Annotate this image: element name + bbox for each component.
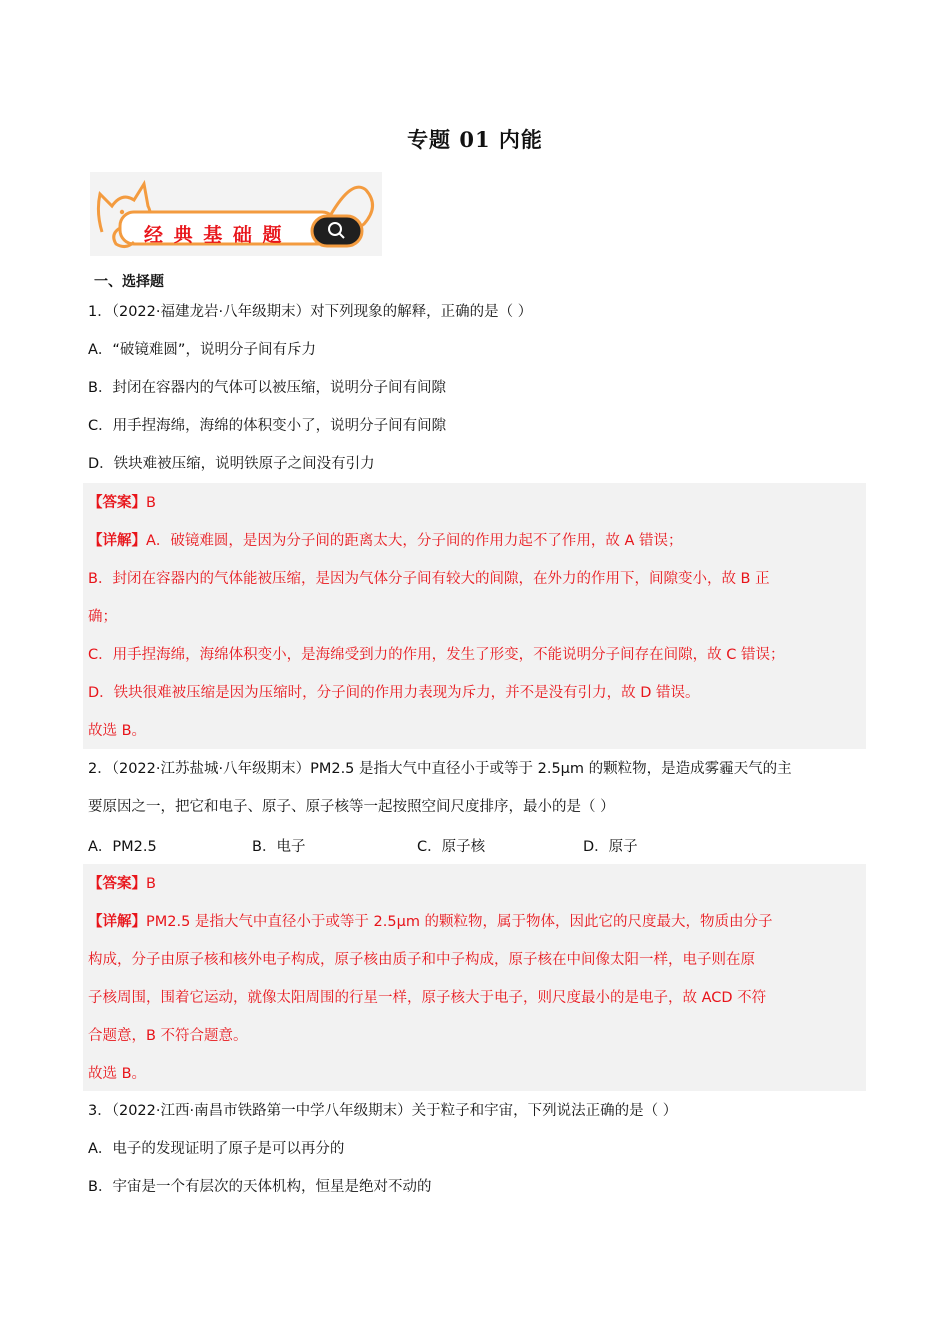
detail-tag: 【详解】: [88, 914, 146, 930]
q1-detail-3: 确；: [88, 609, 117, 625]
q2-option-b: B．电子: [252, 839, 306, 855]
q2-stem-1: 2．（2022·江苏盐城·八年级期末）PM2.5 是指大气中直径小于或等于 2.5μm 的颗粒物，是造成雾霾天气的主: [88, 761, 792, 777]
q2-detail-3: 子核周围，围着它运动，就像太阳周围的行星一样，原子核大于电子，则尺度最小的是电子，故 ACD 不符: [88, 990, 767, 1006]
q3-option-b: B．宇宙是一个有层次的天体机构，恒星是绝对不动的: [88, 1179, 432, 1195]
q1-detail-5: D．铁块很难被压缩是因为压缩时，分子间的作用力表现为斥力，并不是没有引力，故 D 错误。: [88, 685, 700, 701]
banner-label: 经 典 基 础 题: [144, 224, 284, 246]
q1-detail-4: C．用手捏海绵，海绵体积变小，是海绵受到力的作用，发生了形变，不能说明分子间存在间隙，故 C 错误；: [88, 647, 785, 663]
q2-option-c: C．原子核: [417, 839, 486, 855]
q2-option-a: A．PM2.5: [88, 839, 157, 855]
detail-tag: 【详解】: [88, 533, 146, 549]
page-title: 专题 01 内能: [407, 127, 543, 152]
detail-text: A．破镜难圆，是因为分子间的距离太大，分子间的作用力起不了作用，故 A 错误；: [146, 533, 683, 549]
q1-stem: 1．（2022·福建龙岩·八年级期末）对下列现象的解释，正确的是（ ）: [88, 304, 533, 320]
detail-text: PM2.5 是指大气中直径小于或等于 2.5μm 的颗粒物，属于物体，因此它的尺度最大，物质由分子: [146, 914, 773, 930]
q2-detail-1: [88, 912, 773, 932]
answer-value: B: [146, 495, 156, 511]
q3-option-a: A．电子的发现证明了原子是可以再分的: [88, 1141, 345, 1157]
section-banner: [90, 172, 382, 256]
q1-choose: 故选 B。: [88, 723, 147, 739]
q2-detail-2: 构成，分子由原子核和核外电子构成，原子核由质子和中子构成，原子核在中间像太阳一样，电子则在原: [88, 952, 755, 968]
q2-option-d: D．原子: [583, 839, 638, 855]
section-heading: 一、选择题: [94, 274, 164, 290]
q1-detail-2: B．封闭在容器内的气体能被压缩，是因为气体分子间有较大的间隙，在外力的作用下，间隙变小，故 B 正: [88, 571, 770, 587]
search-icon-button: [312, 216, 362, 246]
q3-stem: 3．（2022·江西·南昌市铁路第一中学八年级期末）关于粒子和宇宙，下列说法正确的是（ ）: [88, 1103, 678, 1119]
q1-answer-box: [83, 483, 866, 749]
answer-value: B: [146, 876, 156, 892]
q2-stem-2: 要原因之一，把它和电子、原子、原子核等一起按照空间尺度排序，最小的是（ ）: [88, 799, 615, 815]
q1-option-b: B．封闭在容器内的气体可以被压缩，说明分子间有间隙: [88, 380, 446, 396]
answer-tag: 【答案】: [88, 876, 146, 892]
q1-option-c: C．用手捏海绵，海绵的体积变小了，说明分子间有间隙: [88, 418, 447, 434]
q1-option-d: D．铁块难被压缩，说明铁原子之间没有引力: [88, 456, 375, 472]
q2-answer: [88, 874, 156, 894]
q2-detail-4: 合题意，B 不符合题意。: [88, 1028, 248, 1044]
q2-answer-box: [83, 864, 866, 1091]
answer-tag: 【答案】: [88, 495, 146, 511]
q1-answer: [88, 493, 156, 513]
q1-detail-1: [88, 531, 683, 551]
q2-choose: 故选 B。: [88, 1066, 147, 1082]
q1-option-a: A．“破镜难圆”，说明分子间有斥力: [88, 342, 316, 358]
